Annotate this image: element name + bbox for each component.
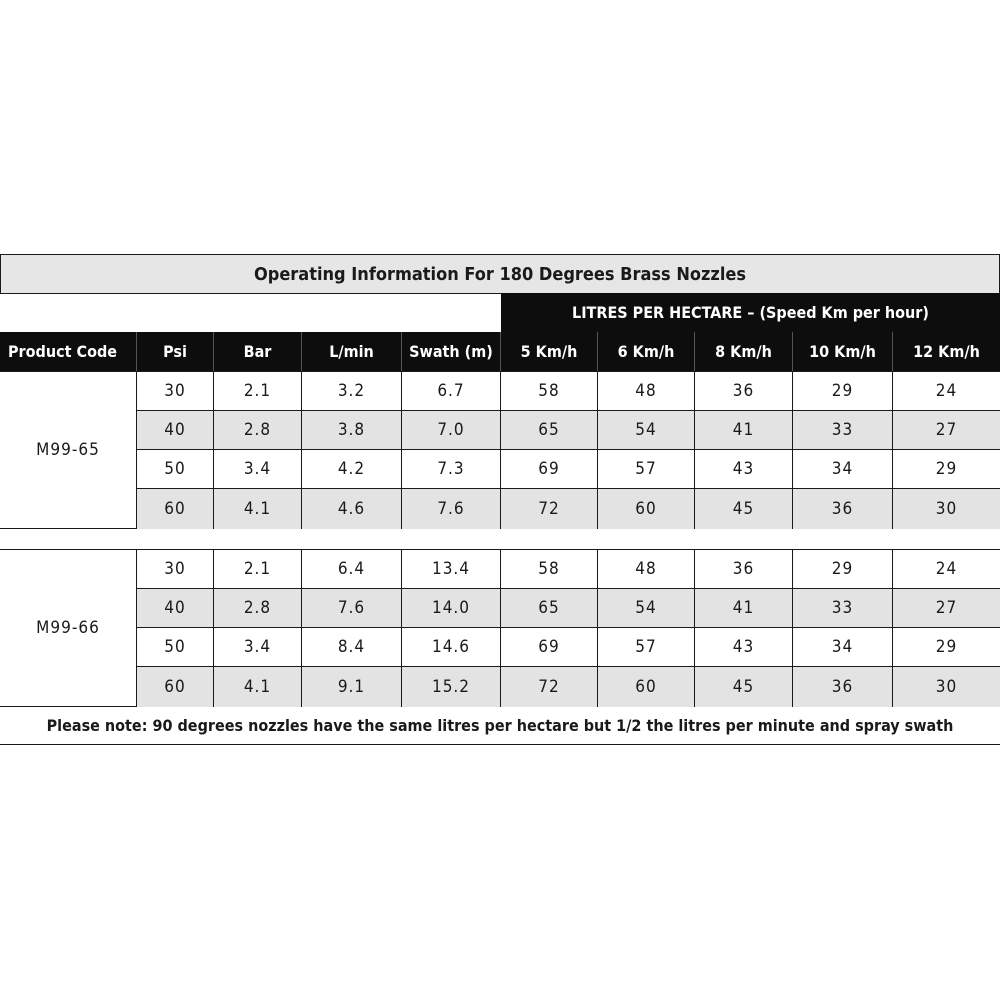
swath-cell: 14.6 <box>402 628 501 666</box>
product-group-m99-66 <box>0 549 1000 707</box>
speed-8-cell: 36 <box>695 550 793 588</box>
speed-5-cell: 69 <box>501 628 598 666</box>
psi-cell: 60 <box>137 667 214 707</box>
psi-cell: 50 <box>137 628 214 666</box>
speed-12-cell: 27 <box>935 598 958 618</box>
speed-8-cell: 43 <box>695 450 793 488</box>
table-row <box>137 628 1000 667</box>
swath-cell: 7.3 <box>402 450 501 488</box>
speed-10-cell: 29 <box>793 372 893 410</box>
lmin-cell: 3.2 <box>302 372 402 410</box>
bar-cell: 2.1 <box>214 372 302 410</box>
swath-cell: 15.2 <box>402 667 501 707</box>
speed-5-cell: 65 <box>501 411 598 449</box>
litres-per-hectare-header: LITRES PER HECTARE – (Speed Km per hour) <box>501 293 1000 332</box>
product-group-m99-65 <box>0 371 1000 529</box>
swath-cell: 6.7 <box>402 372 501 410</box>
table-row <box>137 411 1000 450</box>
speed-8-cell: 41 <box>695 589 793 627</box>
table-row <box>137 450 1000 489</box>
speed-12-cell: 24 <box>935 559 958 579</box>
speed-6-cell: 48 <box>598 372 695 410</box>
lmin-cell: 4.2 <box>302 450 402 488</box>
column-header-8kmh: 8 Km/h <box>695 332 793 371</box>
table-row <box>137 489 1000 529</box>
column-header-6kmh: 6 Km/h <box>598 332 695 371</box>
bar-cell: 2.8 <box>214 589 302 627</box>
speed-5-cell: 65 <box>501 589 598 627</box>
table-row <box>137 589 1000 628</box>
speed-8-cell: 45 <box>695 667 793 707</box>
lmin-cell: 6.4 <box>302 550 402 588</box>
table-title: Operating Information For 180 Degrees Brass Nozzles <box>0 254 1000 294</box>
table-row <box>137 667 1000 707</box>
speed-6-cell: 60 <box>598 489 695 529</box>
bar-cell: 4.1 <box>214 667 302 707</box>
speed-10-cell: 33 <box>793 411 893 449</box>
speed-6-cell: 48 <box>598 550 695 588</box>
speed-6-cell: 60 <box>598 667 695 707</box>
lmin-cell: 7.6 <box>302 589 402 627</box>
speed-12-cell: 27 <box>935 420 958 440</box>
speed-6-cell: 57 <box>598 450 695 488</box>
group-rows <box>137 550 1000 706</box>
speed-12-cell: 24 <box>935 381 958 401</box>
speed-12-cell: 29 <box>935 459 958 479</box>
speed-10-cell: 34 <box>793 628 893 666</box>
psi-cell: 60 <box>137 489 214 529</box>
swath-cell: 7.6 <box>402 489 501 529</box>
column-header-12kmh: 12 Km/h <box>913 342 980 361</box>
speed-5-cell: 69 <box>501 450 598 488</box>
bar-cell: 4.1 <box>214 489 302 529</box>
swath-cell: 7.0 <box>402 411 501 449</box>
speed-8-cell: 36 <box>695 372 793 410</box>
speed-10-cell: 29 <box>793 550 893 588</box>
speed-8-cell: 43 <box>695 628 793 666</box>
speed-5-cell: 72 <box>501 489 598 529</box>
lmin-cell: 9.1 <box>302 667 402 707</box>
column-header-lmin: L/min <box>302 332 402 371</box>
speed-10-cell: 33 <box>793 589 893 627</box>
psi-cell: 40 <box>137 411 214 449</box>
psi-cell: 30 <box>137 550 214 588</box>
column-header-5kmh: 5 Km/h <box>501 332 598 371</box>
column-header-row <box>0 332 1000 371</box>
footnote: Please note: 90 degrees nozzles have the same litres per hectare but 1/2 the litres per minute and spray swath <box>0 707 1000 745</box>
speed-12-cell: 30 <box>935 499 958 519</box>
lmin-cell: 4.6 <box>302 489 402 529</box>
column-header-product-code: Product Code <box>0 332 137 371</box>
table-row <box>137 372 1000 411</box>
speed-10-cell: 36 <box>793 489 893 529</box>
speed-6-cell: 54 <box>598 411 695 449</box>
lmin-cell: 3.8 <box>302 411 402 449</box>
speed-5-cell: 72 <box>501 667 598 707</box>
speed-5-cell: 58 <box>501 372 598 410</box>
column-header-bar: Bar <box>214 332 302 371</box>
speed-5-cell: 58 <box>501 550 598 588</box>
bar-cell: 3.4 <box>214 450 302 488</box>
nozzle-operating-table <box>0 254 1000 746</box>
psi-cell: 50 <box>137 450 214 488</box>
speed-8-cell: 41 <box>695 411 793 449</box>
product-code: M99-66 <box>0 550 137 706</box>
table-row <box>137 550 1000 589</box>
speed-10-cell: 36 <box>793 667 893 707</box>
column-header-swath: Swath (m) <box>402 332 501 371</box>
speed-6-cell: 54 <box>598 589 695 627</box>
swath-cell: 14.0 <box>402 589 501 627</box>
speed-12-cell: 29 <box>935 637 958 657</box>
bar-cell: 2.1 <box>214 550 302 588</box>
swath-cell: 13.4 <box>402 550 501 588</box>
bar-cell: 3.4 <box>214 628 302 666</box>
lmin-cell: 8.4 <box>302 628 402 666</box>
speed-10-cell: 34 <box>793 450 893 488</box>
product-code: M99-65 <box>0 372 137 528</box>
psi-cell: 30 <box>137 372 214 410</box>
group-rows <box>137 372 1000 528</box>
speed-12-cell: 30 <box>935 677 958 697</box>
column-header-psi: Psi <box>137 332 214 371</box>
bar-cell: 2.8 <box>214 411 302 449</box>
column-header-10kmh: 10 Km/h <box>793 332 893 371</box>
psi-cell: 40 <box>137 589 214 627</box>
speed-6-cell: 57 <box>598 628 695 666</box>
speed-8-cell: 45 <box>695 489 793 529</box>
